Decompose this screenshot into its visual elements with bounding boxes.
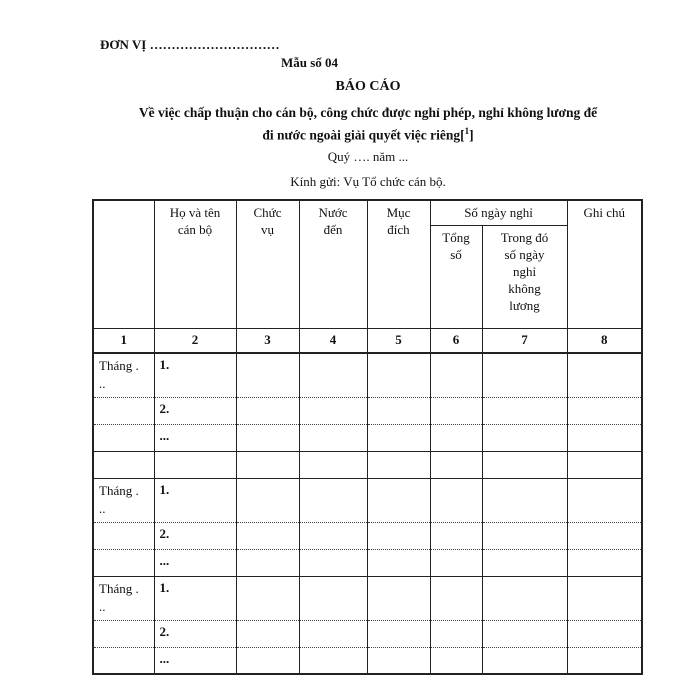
col-num-3: 3 xyxy=(236,328,299,353)
row-label: ... xyxy=(154,647,236,674)
header-position-l2: vụ xyxy=(261,222,274,237)
month-label xyxy=(93,478,154,522)
month-label-l1: Tháng . xyxy=(99,358,139,373)
table-row xyxy=(93,353,642,397)
col-num-5: 5 xyxy=(367,328,430,353)
month-label-l2: .. xyxy=(99,376,106,391)
col-num-7: 7 xyxy=(482,328,567,353)
unit-label: ĐƠN VỊ ………………………… xyxy=(100,37,280,52)
header-country xyxy=(299,200,367,328)
subtitle-line-2-end: ] xyxy=(469,127,474,143)
row-label: 2. xyxy=(154,620,236,647)
row-label: 1. xyxy=(154,576,236,620)
header-unpaid-l4: không xyxy=(508,280,541,296)
header-name-l2: cán bộ xyxy=(177,222,213,237)
header-total-l2: số xyxy=(450,246,462,262)
col-num-4: 4 xyxy=(299,328,367,353)
header-country-l1: Nước xyxy=(318,205,348,220)
header-days: Số ngày nghỉ xyxy=(430,200,567,225)
row-label: ... xyxy=(154,549,236,576)
header-position-l1: Chức xyxy=(253,205,282,220)
table-row xyxy=(93,647,642,674)
row-label: 2. xyxy=(154,522,236,549)
report-subtitle xyxy=(0,104,700,145)
header-purpose-l2: đích xyxy=(387,222,410,237)
table-row xyxy=(93,478,642,522)
footnote-ref: 1 xyxy=(464,126,470,136)
header-purpose-l1: Mục xyxy=(386,205,411,220)
header-row-1 xyxy=(93,200,642,225)
subtitle-line-2 xyxy=(0,122,700,145)
row-label: 2. xyxy=(154,397,236,424)
leave-report-table xyxy=(92,199,643,675)
subtitle-line-1: Về việc chấp thuận cho cán bộ, công chức được nghỉ phép, nghỉ không lương để xyxy=(138,105,598,120)
month-label-l1: Tháng . xyxy=(99,580,139,596)
row-label: 1. xyxy=(154,478,236,522)
col-num-2: 2 xyxy=(154,328,236,353)
header-total-l1: Tổng xyxy=(442,229,470,245)
header-name-l1: Họ và tên xyxy=(169,205,221,220)
header-position xyxy=(236,200,299,328)
col-num-6: 6 xyxy=(430,328,482,353)
header-purpose xyxy=(367,200,430,328)
form-number: Mẫu số 04 xyxy=(281,55,339,70)
month-label-l1: Tháng . xyxy=(99,482,139,498)
col-num-8: 8 xyxy=(567,328,642,353)
table-row xyxy=(93,549,642,576)
header-unpaid-l5: lương xyxy=(509,297,540,313)
col-num-1: 1 xyxy=(93,328,154,353)
header-unpaid xyxy=(482,225,567,328)
month-label-l2: .. xyxy=(99,500,106,516)
header-unpaid-l1: Trong đó xyxy=(500,229,549,245)
column-number-row xyxy=(93,328,642,353)
month-label xyxy=(93,353,154,397)
table-row xyxy=(93,397,642,424)
table-row xyxy=(93,576,642,620)
header-unpaid-l2: số ngày xyxy=(504,246,545,262)
report-quarter: Quý …. năm ... xyxy=(327,149,409,164)
table-row xyxy=(93,522,642,549)
table-row xyxy=(93,424,642,451)
table-row xyxy=(93,451,642,478)
header-country-l2: đến xyxy=(323,222,343,237)
header-blank xyxy=(93,200,154,328)
month-label xyxy=(93,576,154,620)
header-total xyxy=(430,225,482,328)
row-label: 1. xyxy=(154,353,236,397)
subtitle-line-2-text: đi nước ngoài giải quyết việc riêng[ xyxy=(262,127,465,143)
header-name xyxy=(154,200,236,328)
month-label-l2: .. xyxy=(99,598,106,614)
row-label: ... xyxy=(154,424,236,451)
header-unpaid-l3: nghỉ xyxy=(512,263,537,279)
recipient: Kính gửi: Vụ Tổ chức cán bộ. xyxy=(290,174,446,189)
report-title: BÁO CÁO xyxy=(335,79,401,94)
table-row xyxy=(93,620,642,647)
header-note: Ghi chú xyxy=(567,200,642,328)
